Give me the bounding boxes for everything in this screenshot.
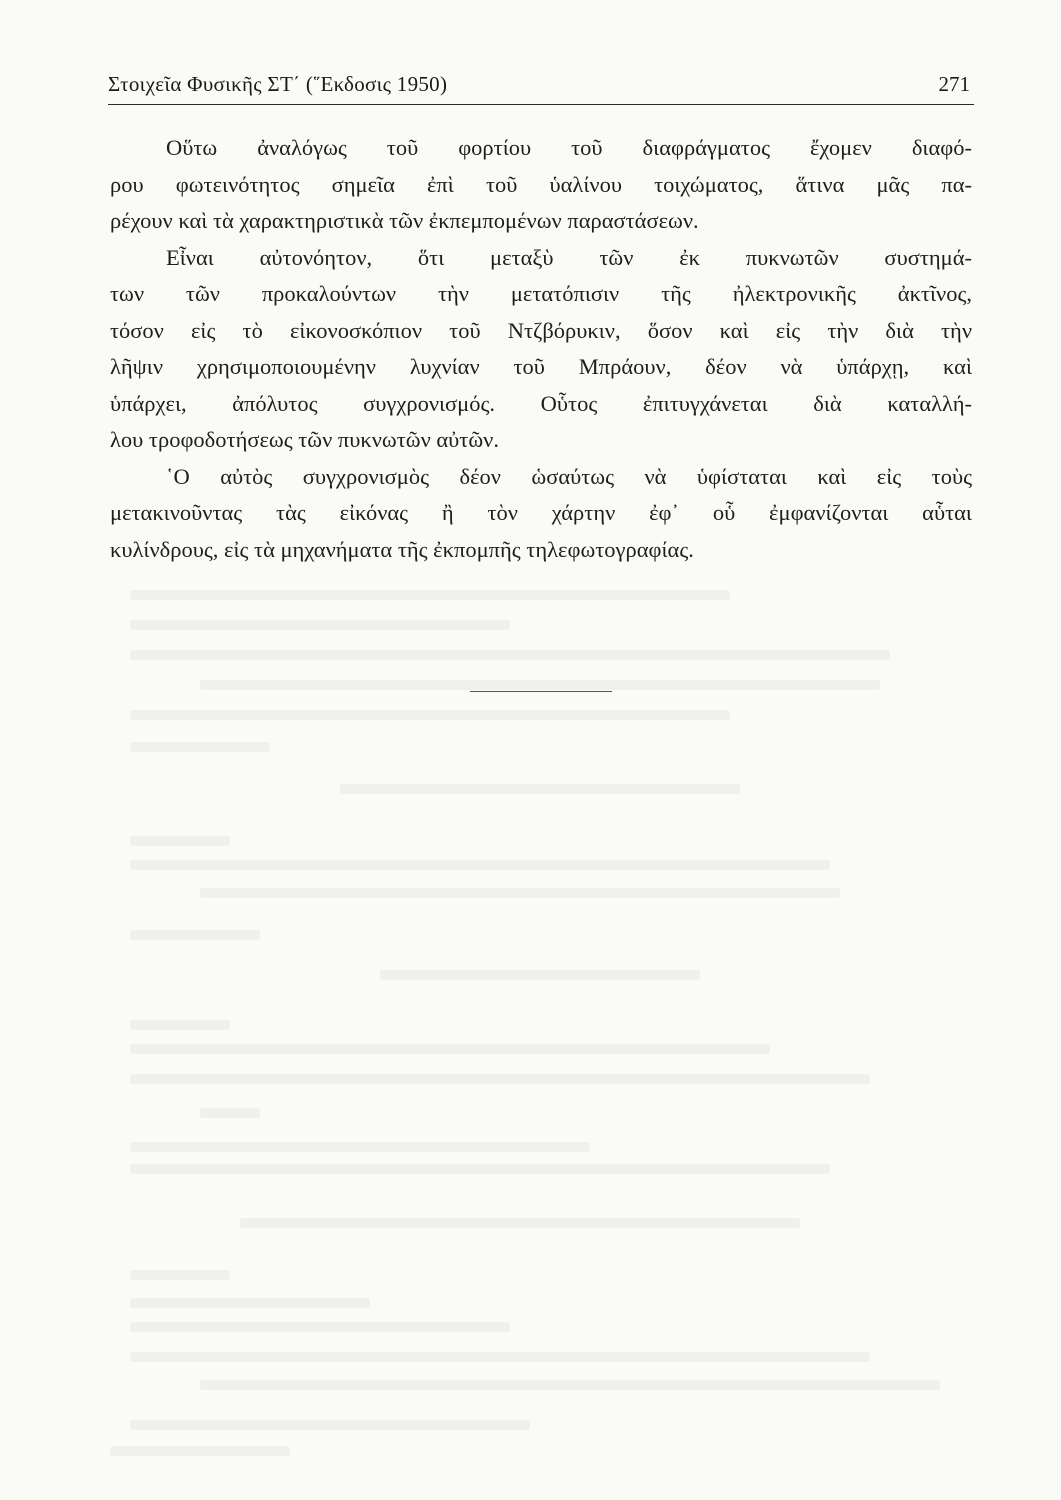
text-line: λῆψιν χρησιμοποιουμένην λυχνίαν τοῦ Μπράουν, δέον νὰ ὑπάρχῃ, καὶ: [110, 354, 972, 379]
paragraph-3: [110, 459, 972, 569]
text-line: Οὕτω ἀναλόγως τοῦ φορτίου τοῦ διαφράγματος ἔχομεν διαφό-: [166, 135, 972, 160]
text-line: ὑπάρχει, ἀπόλυτος συγχρονισμός. Οὗτος ἐπιτυγχάνεται διὰ καταλλή-: [110, 390, 972, 416]
text-line: ρέχουν καὶ τὰ χαρακτηριστικὰ τῶν ἐκπεμπομένων παραστάσεων.: [110, 208, 699, 233]
paragraph-1: [110, 130, 972, 240]
text-line: λου τροφοδοτήσεως τῶν πυκνωτῶν αὐτῶν.: [110, 427, 499, 452]
text-line: Εἶναι αὐτονόητον, ὅτι μεταξὺ τῶν ἐκ πυκνωτῶν συστημά-: [166, 244, 972, 270]
running-header: [108, 70, 974, 105]
page-number: 271: [938, 72, 970, 96]
body-text: [110, 130, 972, 568]
text-line: τόσον εἰς τὸ εἰκονοσκόπιον τοῦ Ντζβόρυκιν, ὅσον καὶ εἰς τὴν διὰ τὴν: [110, 317, 972, 343]
text-line: μετακινοῦντας τὰς εἰκόνας ἢ τὸν χάρτην ἐφ᾿ οὗ ἐμφανίζονται αὗται: [110, 500, 972, 525]
section-end-rule: [470, 691, 612, 692]
paragraph-2: [110, 240, 972, 459]
text-line: των τῶν προκαλούντων τὴν μετατόπισιν τῆς ἠλεκτρονικῆς ἀκτῖνος,: [110, 281, 972, 306]
text-line: ρου φωτεινότητος σημεῖα ἐπὶ τοῦ ὑαλίνου τοιχώματος, ἅτινα μᾶς πα-: [110, 171, 972, 197]
running-title: Στοιχεῖα Φυσικῆς ΣΤ΄ (῞Εκδοσις 1950): [108, 72, 448, 96]
text-line: ῾Ο αὐτὸς συγχρονισμὸς δέον ὡσαύτως νὰ ὑφίσταται καὶ εἰς τοὺς: [166, 463, 972, 489]
text-line: κυλίνδρους, εἰς τὰ μηχανήματα τῆς ἐκπομπῆς τηλεφωτογραφίας.: [110, 536, 694, 562]
